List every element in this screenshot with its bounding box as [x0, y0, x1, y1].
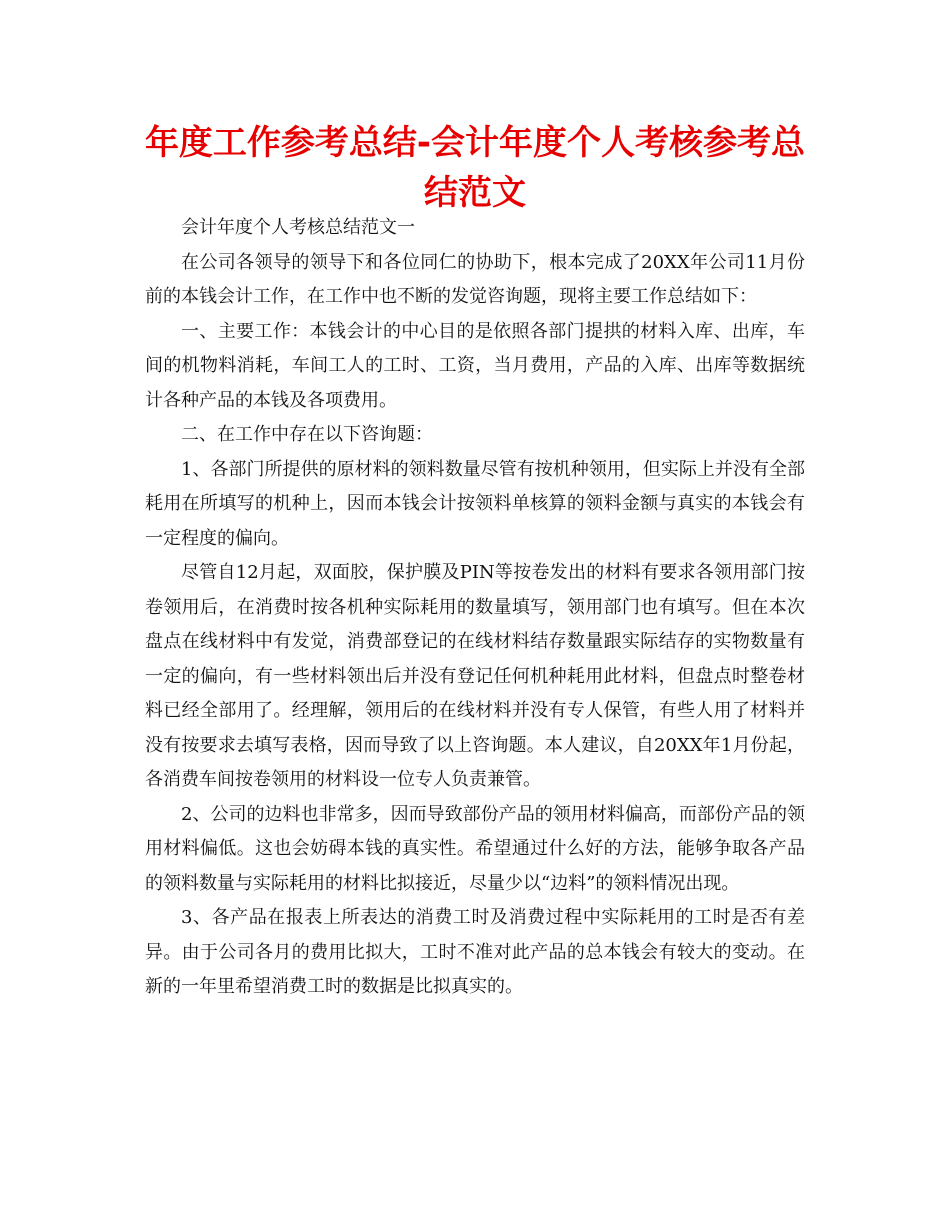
paragraph-issues-heading: 二、在工作中存在以下咨询题： [181, 424, 433, 445]
paragraph-issue-2: 2、公司的边料也非常多，因而导致部份产品的领用材料偏高，而部份产品的领用材料偏低。这也会妨碍本钱的真实性。希望通过什么好的方法，能够争取各产品的领料数量与实际耗用的材料比拟接近，尽量少以“边料”的领料情况出现。 [145, 803, 805, 894]
paragraph-issue-1-detail: 尽管自12月起，双面胶，保护膜及PIN等按卷发出的材料有要求各领用部门按卷领用后，在消费时按各机种实际耗用的数量填写，领用部门也有填写。但在本次盘点在线材料中有发觉，消费部登记的在线材料结存数量跟实际结存的实物数量有一定的偏向，有一些材料领出后并没有登记任何机种耗用此材料，但盘点时整卷材料已经全部用了。经理解，领用后的在线材料并没有专人保管，有些人用了材料并没有按要求去填写表格，因而导致了以上咨询题。本人建议，自20XX年1月份起，各消费车间按卷领用的材料设一位专人负责兼管。 [145, 562, 805, 790]
paragraph-intro: 在公司各领导的领导下和各位同仁的协助下，根本完成了20XX年公司11月份前的本钱会计工作，在工作中也不断的发觉咨询题，现将主要工作总结如下： [145, 251, 805, 307]
document-body [145, 211, 805, 1005]
paragraph-subtitle: 会计年度个人考核总结范文一 [181, 217, 415, 238]
document-title: 年度工作参考总结-会计年度个人考核参考总结范文 [144, 123, 806, 213]
paragraph-issue-3: 3、各产品在报表上所表达的消费工时及消费过程中实际耗用的工时是否有差异。由于公司各月的费用比拟大，工时不准对此产品的总本钱会有较大的变动。在新的一年里希望消费工时的数据是比拟真实的。 [145, 907, 805, 997]
paragraph-main-work: 一、主要工作：本钱会计的中心目的是依照各部门提拱的材料入库、出库，车间的机物料消耗，车间工人的工时、工资，当月费用，产品的入库、出库等数据统计各种产品的本钱及各项费用。 [145, 320, 805, 411]
paragraph-issue-1: 1、各部门所提供的原材料的领料数量尽管有按机种领用，但实际上并没有全部耗用在所填写的机种上，因而本钱会计按领料单核算的领料金额与真实的本钱会有一定程度的偏向。 [145, 458, 805, 549]
